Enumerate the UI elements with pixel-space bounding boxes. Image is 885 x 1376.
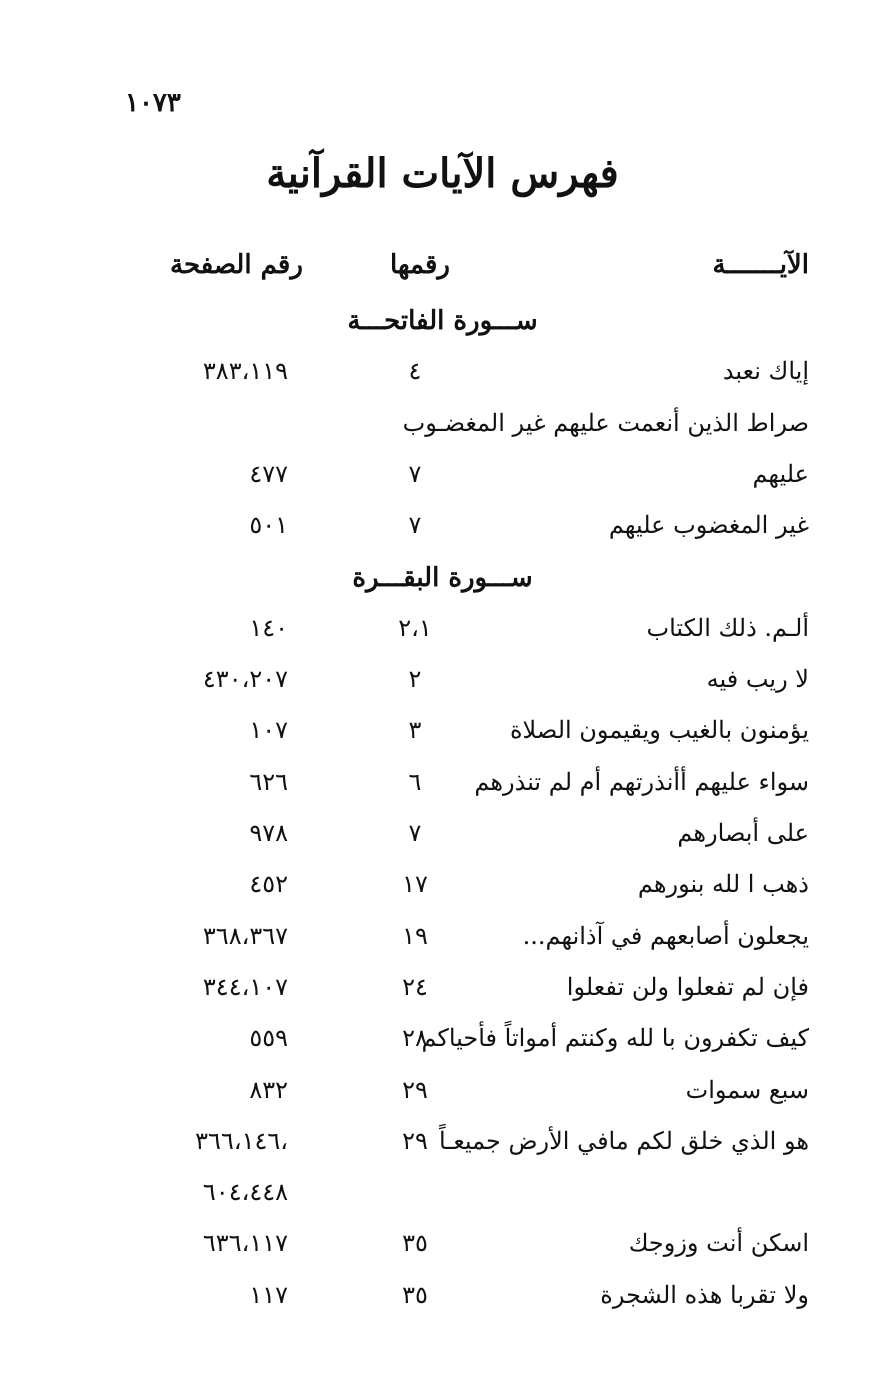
verse-number: ٢٩: [402, 1076, 428, 1104]
verse-text: على أبصارهم: [677, 819, 809, 847]
verse-number: ٤: [408, 357, 422, 385]
page-reference: ١٠٧: [249, 716, 288, 744]
verse-text: إياك نعبد: [722, 357, 809, 385]
page-reference: ٥٥٩: [249, 1024, 288, 1052]
verse-number: ٢٨: [402, 1024, 428, 1052]
index-row: [0, 665, 885, 705]
index-row: [0, 357, 885, 397]
verse-number: ٣٥: [402, 1281, 428, 1309]
verse-text: اسكن أنت وزوجك: [628, 1229, 809, 1257]
page-number: ١٠٧٣: [125, 88, 181, 118]
page-reference: ١١٧: [249, 1281, 288, 1309]
index-row: [0, 1178, 885, 1218]
verse-text: لا ريب فيه: [706, 665, 809, 693]
page-reference: ٤٣٠،٢٠٧: [202, 665, 288, 693]
verse-text: يجعلون أصابعهم في آذانهم...: [522, 922, 809, 950]
verse-text: ولا تقربا هذه الشجرة: [600, 1281, 809, 1309]
page-reference: ١٤٠: [249, 614, 288, 642]
surah-heading: ســـورة الفاتحـــة: [347, 306, 538, 336]
index-row: [0, 1076, 885, 1116]
verse-text: يؤمنون بالغيب ويقيمون الصلاة: [509, 716, 809, 744]
verse-text: سبع سموات: [685, 1076, 809, 1104]
verse-number: ١٩: [402, 922, 428, 950]
page-reference: ٤٧٧: [249, 460, 288, 488]
verse-number: ٣٥: [402, 1229, 428, 1257]
verse-number: ٣: [408, 716, 422, 744]
index-row: [0, 460, 885, 500]
header-verse: الآيـــــــة: [712, 250, 809, 280]
verse-number: ٢،١: [398, 614, 432, 642]
verse-number: ٧: [408, 819, 422, 847]
page-reference: ٣٦٨،٣٦٧: [202, 922, 288, 950]
verse-text: صراط الذين أنعمت عليهم غير المغضـوب: [402, 409, 809, 437]
index-row: [0, 1024, 885, 1064]
verse-text: فإن لم تفعلوا ولن تفعلوا: [566, 973, 809, 1001]
index-row: [0, 1127, 885, 1167]
index-row: [0, 973, 885, 1013]
verse-text: ذهب ا لله بنورهم: [637, 870, 809, 898]
index-row: [0, 870, 885, 910]
index-row: [0, 614, 885, 654]
index-row: [0, 819, 885, 859]
index-row: [0, 922, 885, 962]
page-reference: ٦٠٤،٤٤٨: [202, 1178, 288, 1206]
index-row: [0, 768, 885, 808]
index-row: [0, 409, 885, 449]
index-row: [0, 1229, 885, 1269]
page-reference: ،٣٦٦،١٤٦: [195, 1127, 288, 1155]
page-reference: ٤٥٢: [249, 870, 288, 898]
verse-number: ٧: [408, 460, 422, 488]
verse-number: ٢: [408, 665, 422, 693]
verse-number: ١٧: [402, 870, 428, 898]
page-reference: ٦٢٦: [249, 768, 288, 796]
verse-number: ٧: [408, 511, 422, 539]
verse-text: ألـم. ذلك الكتاب: [646, 614, 809, 642]
page-title: فهرس الآيات القرآنية: [266, 150, 619, 197]
verse-number: ٢٩: [402, 1127, 428, 1155]
page-reference: ٦٣٦،١١٧: [202, 1229, 288, 1257]
verse-text: عليهم: [752, 460, 809, 488]
page-reference: ٣٤٤،١٠٧: [202, 973, 288, 1001]
index-row: [0, 716, 885, 756]
verse-text: هو الذي خلق لكم مافي الأرض جميعـاً: [438, 1127, 809, 1155]
page-reference: ٨٣٢: [249, 1076, 288, 1104]
page-reference: ٩٧٨: [249, 819, 288, 847]
verse-number: ٢٤: [402, 973, 428, 1001]
verse-number: ٦: [408, 768, 422, 796]
verse-text: سواء عليهم أأنذرتهم أم لم تنذرهم: [474, 768, 809, 796]
index-row: [0, 1281, 885, 1321]
verse-text: كيف تكفرون با لله وكنتم أمواتاً فأحياكم: [421, 1024, 809, 1052]
index-row: [0, 511, 885, 551]
page-reference: ٥٠١: [249, 511, 288, 539]
verse-text: غير المغضوب عليهم: [608, 511, 809, 539]
surah-heading: ســـورة البقـــرة: [352, 563, 533, 593]
header-page-number: رقم الصفحة: [170, 250, 303, 280]
page-reference: ٣٨٣،١١٩: [202, 357, 288, 385]
header-verse-number: رقمها: [390, 250, 450, 280]
